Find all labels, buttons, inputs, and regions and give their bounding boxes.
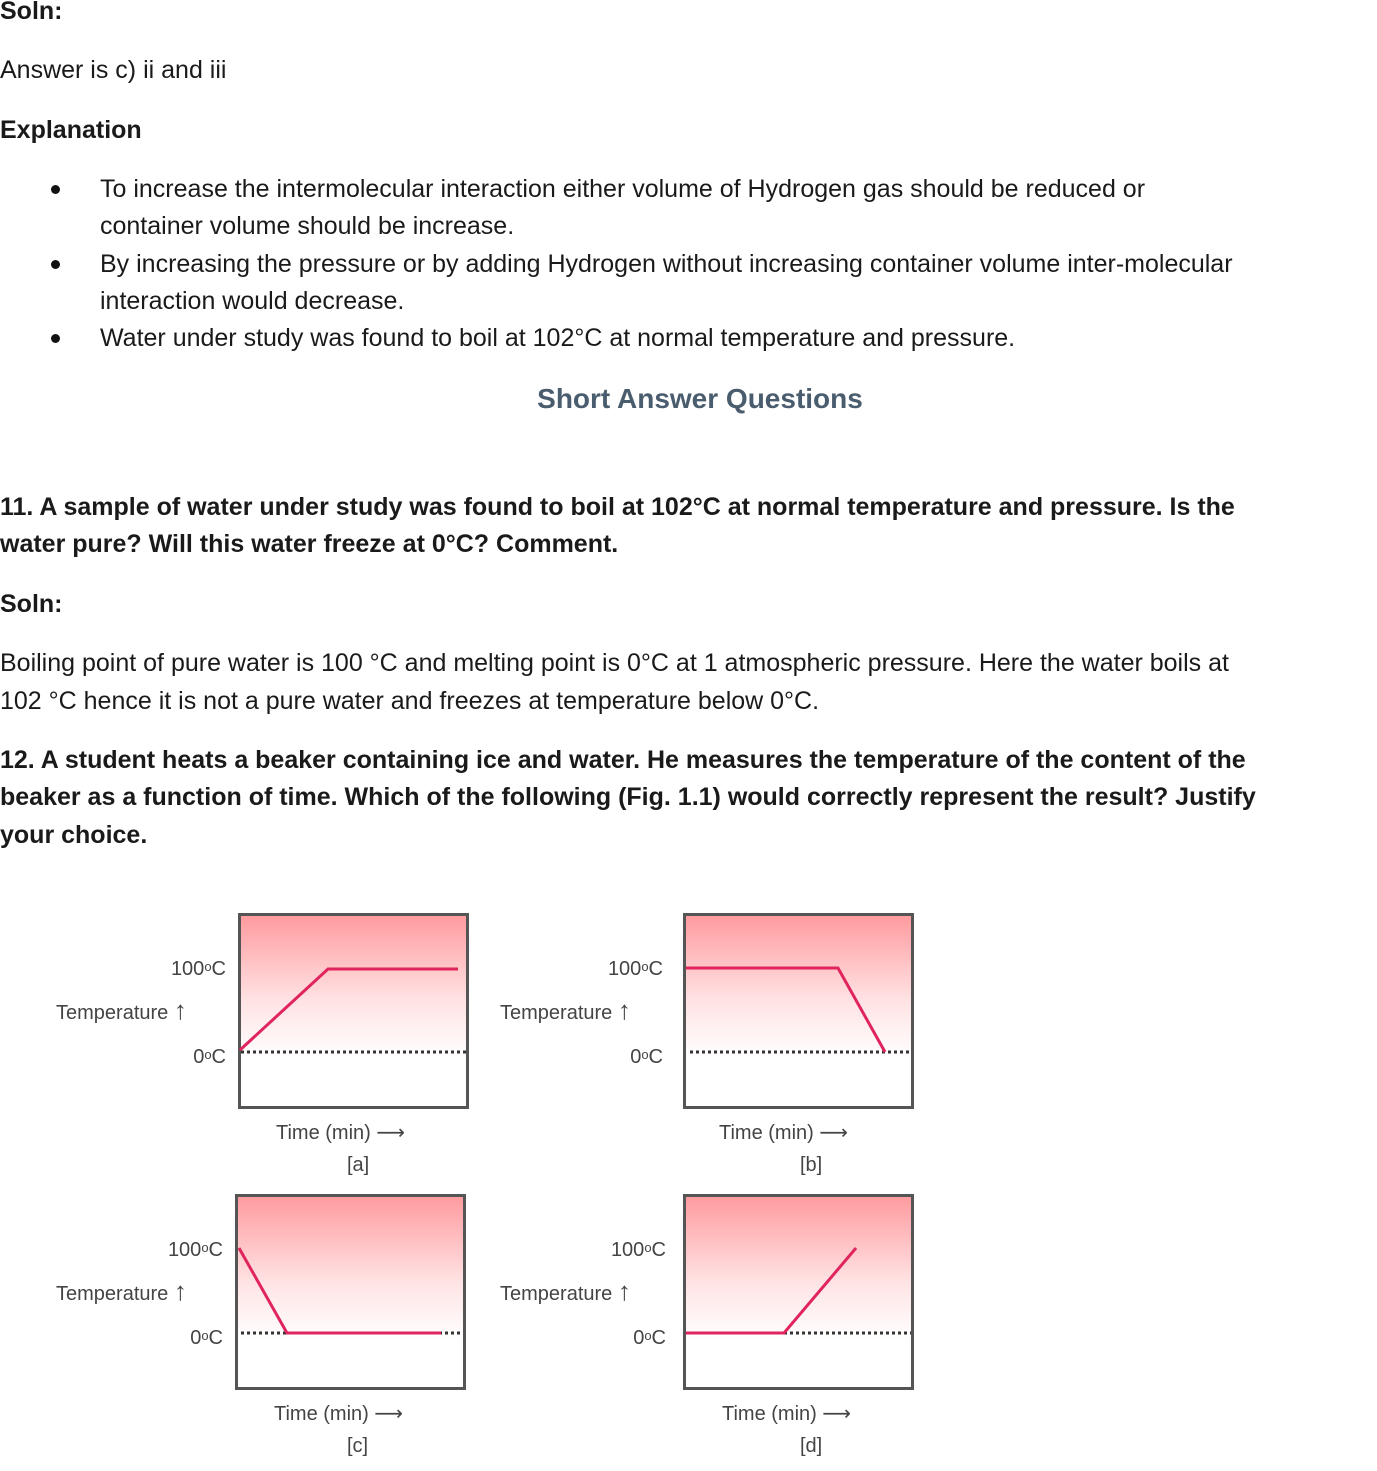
bullet-icon bbox=[51, 260, 60, 269]
q11-answer-line-2: 102 °C hence it is not a pure water and freezes at temperature below 0°C. bbox=[0, 687, 820, 715]
bullet-2-line-2: interaction would decrease. bbox=[100, 287, 405, 315]
q11-question-line-1: 11. A sample of water under study was found to boil at 102°C at normal temperature and pressure. Is the bbox=[0, 493, 1235, 521]
q12-question-line-1: 12. A student heats a beaker containing ice and water. He measures the temperature of the content of the bbox=[0, 746, 1246, 774]
figure-caption: [b] bbox=[800, 1154, 823, 1176]
y-tick-100: 100$^o$C bbox=[610, 1239, 666, 1261]
figure-d bbox=[444, 1181, 884, 1461]
right-arrow-icon: ⟶ bbox=[376, 1122, 406, 1144]
bullet-icon bbox=[51, 185, 60, 194]
bullet-1-line-2: container volume should be increase. bbox=[100, 212, 515, 240]
figure-caption: [a] bbox=[347, 1154, 370, 1176]
bullet-2-line-1: By increasing the pressure or by adding Hydrogen without increasing container volume inter-molecular bbox=[100, 250, 1233, 278]
y-tick-100: 100$^o$C bbox=[170, 958, 226, 980]
y-tick-0: 0$^o$C bbox=[630, 1046, 663, 1068]
right-arrow-icon: ⟶ bbox=[819, 1122, 849, 1144]
figure-caption: [d] bbox=[800, 1435, 823, 1457]
bullet-3-line-1: Water under study was found to boil at 102°C at normal temperature and pressure. bbox=[100, 324, 1016, 352]
figure-a bbox=[0, 900, 440, 1180]
y-tick-0: 0$^o$C bbox=[190, 1327, 223, 1349]
section-title: Short Answer Questions bbox=[537, 383, 863, 414]
bullet-icon bbox=[51, 334, 60, 343]
figure-b bbox=[444, 900, 884, 1180]
y-tick-0: 0$^o$C bbox=[193, 1046, 226, 1068]
figure-c-plot bbox=[0, 1181, 480, 1471]
q11-answer-line-1: Boiling point of pure water is 100 °C and melting point is 0°C at 1 atmospheric pressure. Here the water boils at bbox=[0, 649, 1229, 677]
y-axis-label: Temperature ↑ bbox=[56, 995, 187, 1025]
q11-soln-heading: Soln: bbox=[0, 590, 63, 618]
soln-heading: Soln: bbox=[0, 0, 63, 25]
up-arrow-icon: ↑ bbox=[617, 1276, 631, 1306]
figure-d-plot bbox=[444, 1181, 924, 1471]
x-axis-label: Time (min) ⟶ bbox=[274, 1403, 404, 1425]
y-axis-label: Temperature ↑ bbox=[500, 1276, 631, 1306]
x-axis-label: Time (min) ⟶ bbox=[719, 1122, 849, 1144]
y-tick-100: 100$^o$C bbox=[607, 958, 663, 980]
up-arrow-icon: ↑ bbox=[617, 995, 631, 1025]
figure-b-plot bbox=[444, 900, 924, 1190]
right-arrow-icon: ⟶ bbox=[374, 1403, 404, 1425]
figure-a-plot bbox=[0, 900, 480, 1190]
y-tick-100: 100$^o$C bbox=[167, 1239, 223, 1261]
y-tick-0: 0$^o$C bbox=[633, 1327, 666, 1349]
bullet-1-line-1: To increase the intermolecular interaction either volume of Hydrogen gas should be reduced or bbox=[100, 175, 1146, 203]
answer-text: Answer is c) ii and iii bbox=[0, 56, 227, 84]
q11-question-line-2: water pure? Will this water freeze at 0°C? Comment. bbox=[0, 530, 619, 558]
q12-question-line-3: your choice. bbox=[0, 821, 148, 849]
x-axis-label: Time (min) ⟶ bbox=[722, 1403, 852, 1425]
explanation-heading: Explanation bbox=[0, 116, 142, 144]
x-axis-label: Time (min) ⟶ bbox=[276, 1122, 406, 1144]
figure-c bbox=[0, 1181, 440, 1461]
y-axis-label: Temperature ↑ bbox=[56, 1276, 187, 1306]
figure-caption: [c] bbox=[347, 1435, 369, 1457]
right-arrow-icon: ⟶ bbox=[822, 1403, 852, 1425]
y-axis-label: Temperature ↑ bbox=[500, 995, 631, 1025]
q12-question-line-2: beaker as a function of time. Which of the following (Fig. 1.1) would correctly represent the result? Justify bbox=[0, 783, 1256, 811]
up-arrow-icon: ↑ bbox=[173, 1276, 187, 1306]
up-arrow-icon: ↑ bbox=[173, 995, 187, 1025]
